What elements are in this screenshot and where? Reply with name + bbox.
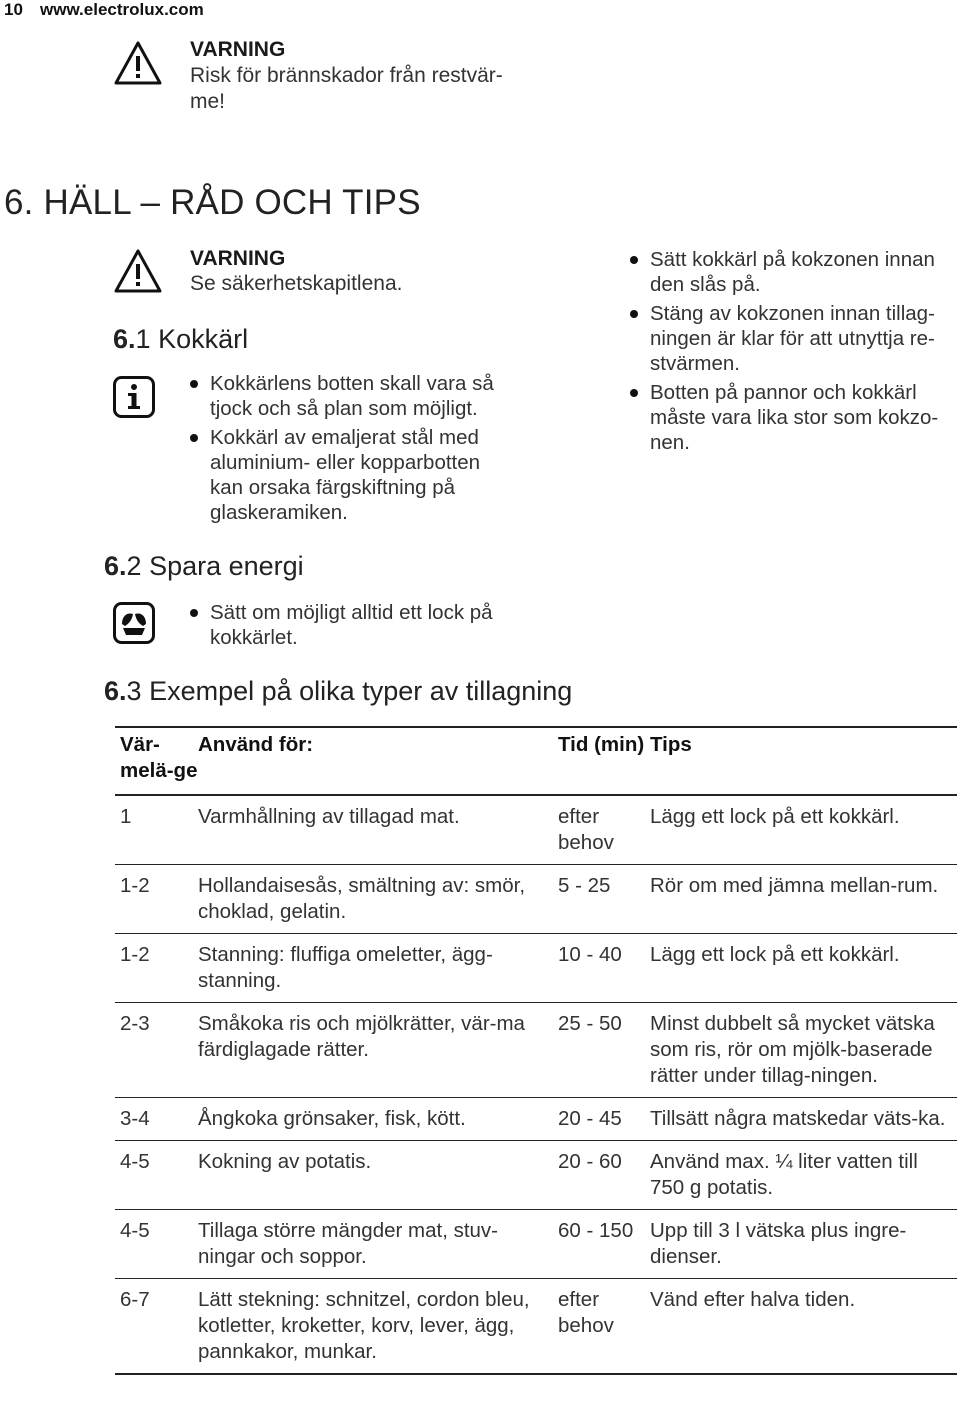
table-row (115, 1098, 957, 1141)
cell-use: Småkoka ris och mjölkrätter, vär-ma färdiglagade rätter. (198, 1003, 558, 1098)
cell-tips: Lägg ett lock på ett kokkärl. (650, 795, 957, 865)
col-header-level: Vär-melä-ge (115, 727, 198, 795)
page-number: 10 (4, 0, 23, 19)
subsection-number: 6. (104, 676, 127, 706)
cell-use: Varmhållning av tillagad mat. (198, 795, 558, 865)
cell-tips: Vänd efter halva tiden. (650, 1279, 957, 1375)
cell-tips: Använd max. ¼ liter vatten till 750 g potatis. (650, 1141, 957, 1210)
subsection-title: Kokkärl (158, 324, 249, 354)
list-item: Kokkärlens botten skall vara så tjock och så plan som möjligt. (188, 371, 518, 421)
cell-level: 1 (115, 795, 198, 865)
table-row (115, 934, 957, 1003)
cell-level: 1-2 (115, 865, 198, 934)
subsection-subnumber: 3 (126, 676, 142, 706)
warning-title: VARNING (190, 247, 286, 270)
warning-title: VARNING (190, 38, 286, 61)
cell-use: Kokning av potatis. (198, 1141, 558, 1210)
table-row (115, 1279, 957, 1375)
cell-use: Stanning: fluffiga omeletter, ägg-stanning. (198, 934, 558, 1003)
cooking-table (115, 726, 957, 1375)
cell-use: Ångkoka grönsaker, fisk, kött. (198, 1098, 558, 1141)
cell-level: 4-5 (115, 1141, 198, 1210)
warning-triangle-icon (113, 40, 163, 90)
subsection-number: 6. (104, 551, 127, 581)
cell-level: 3-4 (115, 1098, 198, 1141)
cell-time: efter behov (558, 795, 650, 865)
col-header-use: Använd för: (198, 727, 558, 795)
eco-leaf-icon (113, 602, 155, 644)
table-row (115, 1003, 957, 1098)
cell-tips: Minst dubbelt så mycket vätska som ris, rör om mjölk-baserade rätter under tillag-ningen. (650, 1003, 957, 1098)
section-title: 6. HÄLL – RÅD OCH TIPS (4, 183, 421, 222)
cell-level: 6-7 (115, 1279, 198, 1375)
table-row (115, 795, 957, 865)
cell-time: 20 - 45 (558, 1098, 650, 1141)
cell-level: 1-2 (115, 934, 198, 1003)
cell-use: Hollandaisesås, smältning av: smör, choklad, gelatin. (198, 865, 558, 934)
cell-time: 25 - 50 (558, 1003, 650, 1098)
subsection-heading (104, 676, 572, 707)
cell-tips: Rör om med jämna mellan-rum. (650, 865, 957, 934)
cell-use: Tillaga större mängder mat, stuv-ningar och soppor. (198, 1210, 558, 1279)
table-row (115, 1141, 957, 1210)
list-item: Sätt kokkärl på kokzonen innan den slås på. (628, 247, 954, 297)
subsection-subnumber: 1 (135, 324, 151, 354)
cell-tips: Upp till 3 l vätska plus ingre-dienser. (650, 1210, 957, 1279)
cell-time: efter behov (558, 1279, 650, 1375)
table-row (115, 865, 957, 934)
subsection-number: 6. (113, 324, 136, 354)
cell-time: 10 - 40 (558, 934, 650, 1003)
table-row (115, 1210, 957, 1279)
cell-tips: Tillsätt några matskedar väts-ka. (650, 1098, 957, 1141)
subsection-title: Exempel på olika typer av tillagning (149, 676, 573, 706)
subsection-title: Spara energi (149, 551, 304, 581)
list-item: Kokkärl av emaljerat stål med aluminium- eller kopparbotten kan orsaka färgskiftning på glaskeramiken. (188, 425, 518, 525)
cell-use: Lätt stekning: schnitzel, cordon bleu, kotletter, kroketter, korv, lever, ägg, pannkakor, munkar. (198, 1279, 558, 1375)
cell-time: 20 - 60 (558, 1141, 650, 1210)
list-item: Sätt om möjligt alltid ett lock på kokkärlet. (188, 600, 518, 650)
bullet-list-right (628, 247, 954, 455)
subsection-heading (104, 551, 304, 582)
table-header-row (115, 727, 957, 795)
warning-triangle-icon (113, 248, 163, 298)
bullet-list-left (188, 371, 518, 525)
cell-level: 2-3 (115, 1003, 198, 1098)
info-icon (113, 376, 155, 418)
cell-tips: Lägg ett lock på ett kokkärl. (650, 934, 957, 1003)
site-url: www.electrolux.com (40, 0, 204, 19)
bullet-list-energy (188, 600, 518, 650)
col-header-time: Tid (min) (558, 727, 650, 795)
subsection-subnumber: 2 (126, 551, 142, 581)
cell-level: 4-5 (115, 1210, 198, 1279)
col-header-tips: Tips (650, 727, 957, 795)
cell-time: 5 - 25 (558, 865, 650, 934)
cell-time: 60 - 150 (558, 1210, 650, 1279)
warning-text: Risk för brännskador från restvär-me! (190, 64, 503, 113)
list-item: Botten på pannor och kokkärl måste vara lika stor som kokzo-nen. (628, 380, 954, 455)
subsection-heading (113, 324, 248, 355)
list-item: Stäng av kokzonen innan tillag-ningen är klar för att utnyttja re-stvärmen. (628, 301, 954, 376)
warning-text: Se säkerhetskapitlena. (190, 272, 403, 295)
